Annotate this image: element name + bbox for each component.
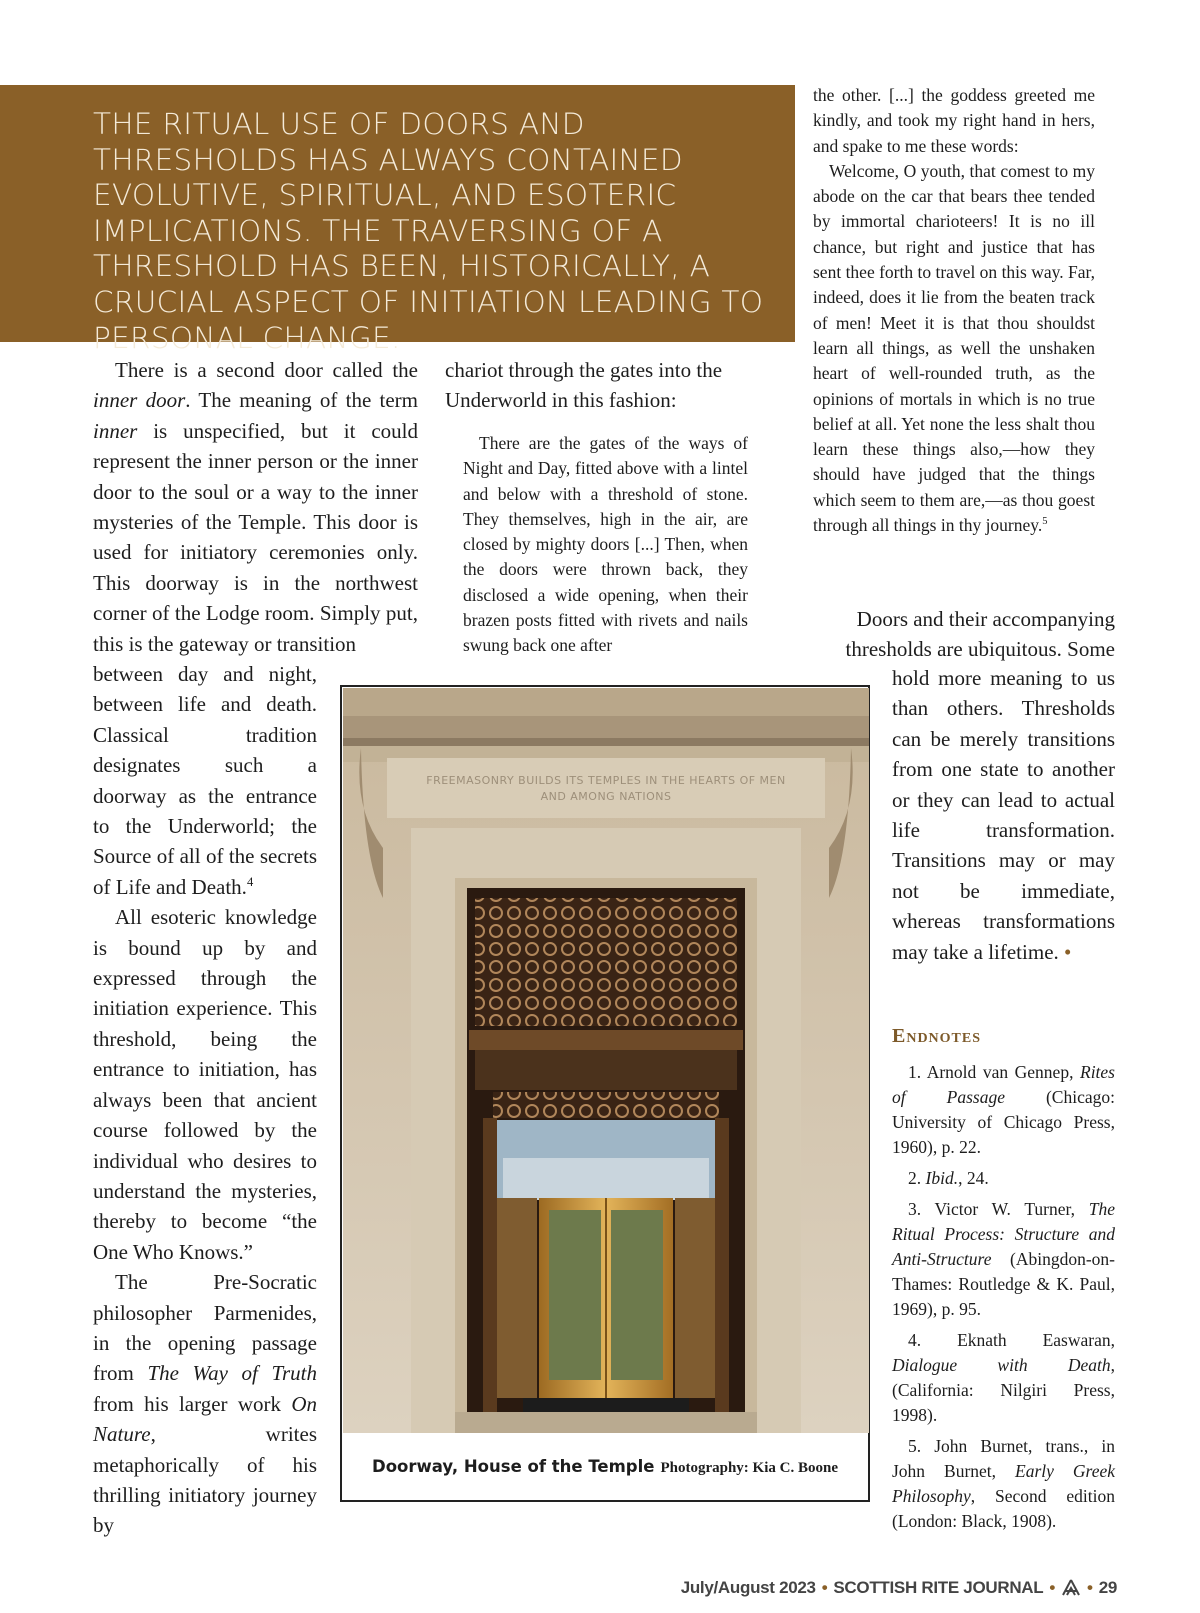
paragraph-continued: between day and night, between life and death. Classical tradition designates such a doorway as the entrance to the Underworld; the Source of all of the secrets of Life and Death.$^4$ — [93, 662, 317, 899]
photo-caption — [342, 1457, 868, 1477]
footer-journal: SCOTTISH RITE JOURNAL — [833, 1578, 1044, 1597]
block-quote-goddess: the other. [...] the goddess greeted me kindly, and took my right hand in hers, and spake to me these words: Welcome, O youth, that comest to my abode on the car that bears thee tended by immortal charioteers! It is no ill chance, but right and justice that has sent thee forth to travel on this way. Far, indeed, does it lie from the beaten track of men! Meet it is that thou shouldst learn all things, as well the unshaken heart of well-rounded truth, as the opinions of mortals in which is no true belief at all. Yet none the less shalt thou learn these things also,—how they should have judged that the things which seem to them are,—as thou goest through all things in thy journey.$^5$ — [813, 85, 1095, 536]
column-3-lead: Doors and their accompanying thresholds are ubiquitous. Some — [845, 607, 1115, 662]
footnote-ref-4: 4 — [246, 874, 254, 889]
end-bullet: • — [1064, 939, 1072, 964]
page-number: 29 — [1098, 1578, 1117, 1597]
column-1-bottom — [93, 659, 317, 1541]
block-quote-gates: There are the gates of the ways of Night and Day, fitted above with a lintel and below with a threshold of stone. They themselves, high in the air, are closed by mighty doors [...] Then, when the doors were thrown back, they disclosed a wide opening, when their brazen posts fitted with rivets and nails swung back one after — [463, 433, 748, 656]
inscription-line-2: AND AMONG NATIONS — [540, 790, 672, 803]
endnote-4: 4. Eknath Easwaran, Dialogue with Death, (California: Nilgiri Press, 1998). — [892, 1330, 1115, 1425]
endnote-5: 5. John Burnet, trans., in John Burnet, Early Greek Philosophy, Second edition (London: Black, 1908). — [892, 1436, 1115, 1531]
endnote-2: 2. Ibid., 24. — [908, 1168, 989, 1188]
page-footer: July/August 2023 • SCOTTISH RITE JOURNAL • • 29 — [680, 1578, 1117, 1597]
pull-quote-banner — [0, 85, 795, 355]
column-1-top — [93, 355, 418, 659]
paragraph-esoteric-knowledge: All esoteric knowledge is bound up by and expressed through the initiation experience. This threshold, being the entrance to initiation, has always been that ancient course followed by the individual who desires to understand the mysteries, thereby to become “the One Who Knows.” — [93, 905, 317, 1264]
endnotes-list — [892, 1060, 1115, 1540]
doorway-photo — [340, 685, 870, 1502]
endnote-3: 3. Victor W. Turner, The Ritual Process: Structure and Anti-Structure (Abingdon-on-Thames: Routledge & K. Paul, 1969), p. 95. — [892, 1199, 1115, 1319]
footer-issue: July/August 2023 — [680, 1578, 816, 1597]
endnotes-heading: Endnotes — [892, 1025, 982, 1047]
caption-credit: Photography: Kia C. Boone — [660, 1460, 838, 1476]
doorway-illustration — [343, 688, 869, 1433]
square-compass-icon — [1061, 1579, 1081, 1597]
pull-quote-text: THE RITUAL USE OF DOORS AND THRESHOLDS HAS ALWAYS CONTAINED EVOLUTIVE, SPIRITUAL, AND ESOTERIC IMPLICATIONS. THE TRAVERSING OF A THRESHOLD HAS BEEN, HISTORICALLY, A CRUCIAL ASPECT OF INITIATION LEADING TO PERSONAL CHANGE. — [93, 107, 764, 355]
paragraph-inner-door: There is a second door called the inner door. The meaning of the term inner is unspecified, but it could represent the inner person or the inner door to the soul or a way to the inner mysteries of the Temple. This door is used for initiatory ceremonies only. This doorway is in the northwest corner of the Lodge room. Simply put, this is the gateway or transition — [93, 358, 419, 656]
caption-title: Doorway, House of the Temple — [372, 1457, 655, 1476]
endnote-1: 1. Arnold van Gennep, Rites of Passage (Chicago: University of Chicago Press, 1960), p. 22. — [892, 1062, 1115, 1157]
paragraph-parmenides: The Pre-Socratic philosopher Parmenides, in the opening passage from The Way of Truth from his larger work On Nature, writes metaphorically of his thrilling initiatory journey by — [93, 1270, 318, 1538]
inscription-line-1: FREEMASONRY BUILDS ITS TEMPLES IN THE HEARTS OF MEN — [426, 774, 786, 787]
column-3-body: hold more meaning to us than others. Thresholds can be merely transitions from one state to another or they can lead to actual life transformation. Transitions may or may not be immediate, whereas transformations may take a lifetime. • — [892, 666, 1115, 964]
paragraph-chariot: chariot through the gates into the Underworld in this fashion: — [445, 358, 723, 413]
column-2 — [445, 355, 775, 416]
footnote-ref-5: 5 — [1042, 516, 1048, 528]
